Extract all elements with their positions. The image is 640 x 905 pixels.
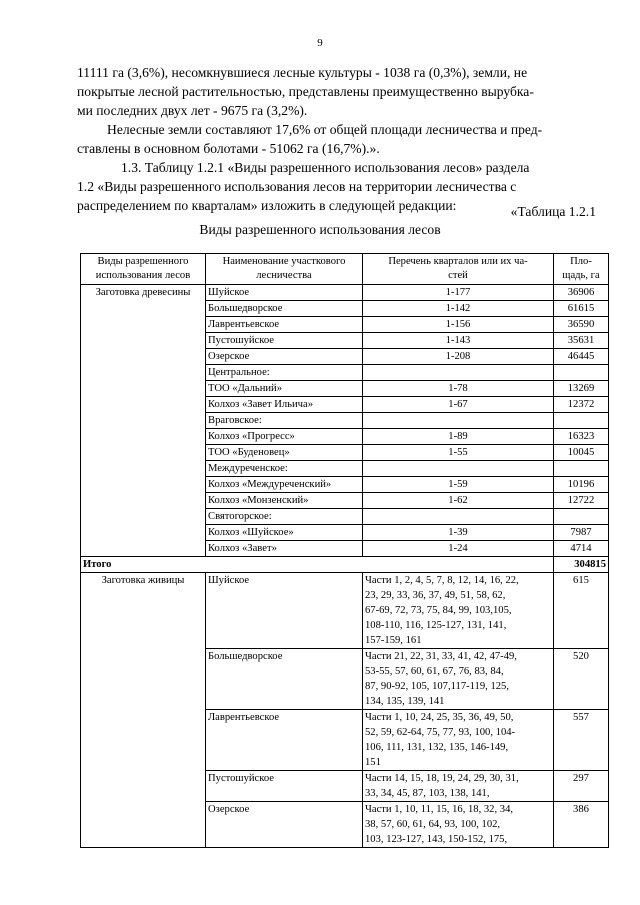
quarters-line: 157-159, 161	[365, 635, 422, 646]
area-cell: 4714	[554, 541, 609, 557]
header-forestry-name: Наименование участкового лесничества	[206, 254, 363, 285]
quarters-cell: 1-142	[363, 301, 554, 317]
text-line: ставлены в основном болотами - 51062 га (16,7%).».	[77, 141, 380, 156]
forestry-name-cell: Лаврентьевское	[206, 317, 363, 333]
quarters-line: 106, 111, 131, 132, 135, 146-149,	[365, 742, 509, 753]
total-row	[81, 557, 609, 573]
quarters-line: 52, 59, 62-64, 75, 77, 93, 100, 104-	[365, 727, 516, 738]
quarters-cell: 1-24	[363, 541, 554, 557]
area-cell: 36906	[554, 285, 609, 301]
forestry-name-cell: Пустошуйское	[206, 333, 363, 349]
header-quarters-list: Перечень кварталов или их ча- стей	[363, 254, 554, 285]
forestry-name-cell: ТОО «Буденовец»	[206, 445, 363, 461]
area-cell: 61615	[554, 301, 609, 317]
paragraph-land-categories	[77, 63, 597, 120]
quarters-cell: 1-55	[363, 445, 554, 461]
text-line: покрытые лесной растительностью, представлены преимущественно вырубка-	[77, 84, 534, 99]
area-cell: 297	[554, 771, 609, 802]
quarters-line: 134, 135, 139, 141	[365, 696, 445, 707]
forestry-name-cell: Враговское:	[206, 413, 363, 429]
forestry-name-cell: Шуйское	[206, 573, 363, 649]
text-line: ми последних двух лет - 9675 га (3,2%).	[77, 103, 308, 118]
total-section	[81, 557, 609, 573]
area-cell: 615	[554, 573, 609, 649]
header-area: Пло- щадь, га	[554, 254, 609, 285]
forestry-name-cell: Колхоз «Завет»	[206, 541, 363, 557]
text-line: 1.3. Таблицу 1.2.1 «Виды разрешенного использования лесов» раздела	[121, 160, 530, 175]
quarters-cell: 1-59	[363, 477, 554, 493]
forestry-name-cell: Святогорское:	[206, 509, 363, 525]
quarters-line: Части 14, 15, 18, 19, 24, 29, 30, 31,	[365, 773, 519, 784]
text-line: 11111 га (3,6%), несомкнувшиеся лесные культуры - 1038 га (0,3%), земли, не	[77, 65, 528, 80]
page-number: 9	[317, 37, 323, 49]
quarters-cell: 1-208	[363, 349, 554, 365]
use-type-cell: Заготовка древесины	[81, 285, 206, 557]
quarters-line: 33, 34, 45, 87, 103, 138, 141,	[365, 788, 490, 799]
quarters-line: 38, 57, 60, 61, 64, 93, 100, 102,	[365, 819, 501, 830]
area-cell: 46445	[554, 349, 609, 365]
text-line: 1.2 «Виды разрешенного использования лесов на территории лесничества с	[77, 179, 517, 194]
table-caption: «Таблица 1.2.1	[510, 204, 596, 219]
quarters-line: 108-110, 116, 125-127, 131, 141,	[365, 620, 507, 631]
area-cell: 16323	[554, 429, 609, 445]
forestry-name-cell: Колхоз «Шуйское»	[206, 525, 363, 541]
quarters-cell	[363, 573, 554, 649]
quarters-cell	[363, 461, 554, 477]
quarters-cell	[363, 509, 554, 525]
forestry-name-cell: Колхоз «Завет Ильича»	[206, 397, 363, 413]
forestry-name-cell: Колхоз «Монзенский»	[206, 493, 363, 509]
area-cell: 12722	[554, 493, 609, 509]
table-header-row	[81, 254, 609, 285]
quarters-cell	[363, 413, 554, 429]
area-cell: 10045	[554, 445, 609, 461]
area-cell	[554, 413, 609, 429]
text-line: распределением по кварталам» изложить в следующей редакции:	[77, 198, 457, 213]
forestry-name-cell: Лаврентьевское	[206, 710, 363, 771]
quarters-cell: 1-39	[363, 525, 554, 541]
area-cell	[554, 509, 609, 525]
quarters-cell: 1-62	[363, 493, 554, 509]
forestry-name-cell: ТОО «Дальний»	[206, 381, 363, 397]
area-cell: 520	[554, 649, 609, 710]
area-cell: 10196	[554, 477, 609, 493]
forestry-name-cell: Большедворское	[206, 649, 363, 710]
forestry-name-cell: Колхоз «Прогресс»	[206, 429, 363, 445]
area-cell: 386	[554, 802, 609, 848]
quarters-cell: 1-67	[363, 397, 554, 413]
quarters-cell	[363, 710, 554, 771]
forestry-name-cell: Пустошуйское	[206, 771, 363, 802]
area-cell: 12372	[554, 397, 609, 413]
forestry-name-cell: Озерское	[206, 349, 363, 365]
quarters-line: 67-69, 72, 73, 75, 84, 99, 103,105,	[365, 605, 512, 616]
quarters-cell	[363, 365, 554, 381]
area-cell: 13269	[554, 381, 609, 397]
area-cell: 7987	[554, 525, 609, 541]
forestry-name-cell: Междуреченское:	[206, 461, 363, 477]
quarters-cell: 1-156	[363, 317, 554, 333]
use-type-cell: Заготовка живицы	[81, 573, 206, 848]
forestry-name-cell: Центральное:	[206, 365, 363, 381]
text-line: Нелесные земли составляют 17,6% от общей площади лесничества и пред-	[107, 122, 543, 137]
forestry-name-cell: Шуйское	[206, 285, 363, 301]
resin-tapping-section	[81, 573, 609, 848]
forestry-name-cell: Большедворское	[206, 301, 363, 317]
quarters-cell: 1-78	[363, 381, 554, 397]
quarters-cell	[363, 771, 554, 802]
quarters-line: 151	[365, 757, 381, 768]
quarters-cell	[363, 802, 554, 848]
forestry-name-cell: Колхоз «Междуреченский»	[206, 477, 363, 493]
total-value: 304815	[554, 557, 609, 573]
table-title: Виды разрешенного использования лесов	[199, 222, 441, 237]
forest-use-table	[80, 253, 609, 848]
paragraph-nonforest-land	[77, 120, 597, 158]
area-cell: 35631	[554, 333, 609, 349]
table-row	[81, 285, 609, 301]
quarters-line: 53-55, 57, 60, 61, 67, 76, 83, 84,	[365, 666, 504, 677]
quarters-line: 103, 123-127, 143, 150-152, 175,	[365, 834, 508, 845]
quarters-cell: 1-143	[363, 333, 554, 349]
quarters-line: Части 1, 10, 11, 15, 16, 18, 32, 34,	[365, 804, 514, 815]
quarters-cell: 1-177	[363, 285, 554, 301]
quarters-line: Части 1, 10, 24, 25, 35, 36, 49, 50,	[365, 712, 514, 723]
area-cell	[554, 365, 609, 381]
quarters-cell	[363, 649, 554, 710]
table-row	[81, 573, 609, 649]
quarters-line: Части 1, 2, 4, 5, 7, 8, 12, 14, 16, 22,	[365, 575, 519, 586]
header-use-type: Виды разрешенного использования лесов	[81, 254, 206, 285]
timber-harvest-section	[81, 285, 609, 557]
quarters-line: Части 21, 22, 31, 33, 41, 42, 47-49,	[365, 651, 517, 662]
quarters-cell: 1-89	[363, 429, 554, 445]
forestry-name-cell: Озерское	[206, 802, 363, 848]
quarters-line: 23, 29, 33, 36, 37, 49, 51, 58, 62,	[365, 590, 506, 601]
area-cell: 36590	[554, 317, 609, 333]
area-cell: 557	[554, 710, 609, 771]
total-label: Итого	[81, 557, 554, 573]
quarters-line: 87, 90-92, 105, 107,117-119, 125,	[365, 681, 509, 692]
area-cell	[554, 461, 609, 477]
